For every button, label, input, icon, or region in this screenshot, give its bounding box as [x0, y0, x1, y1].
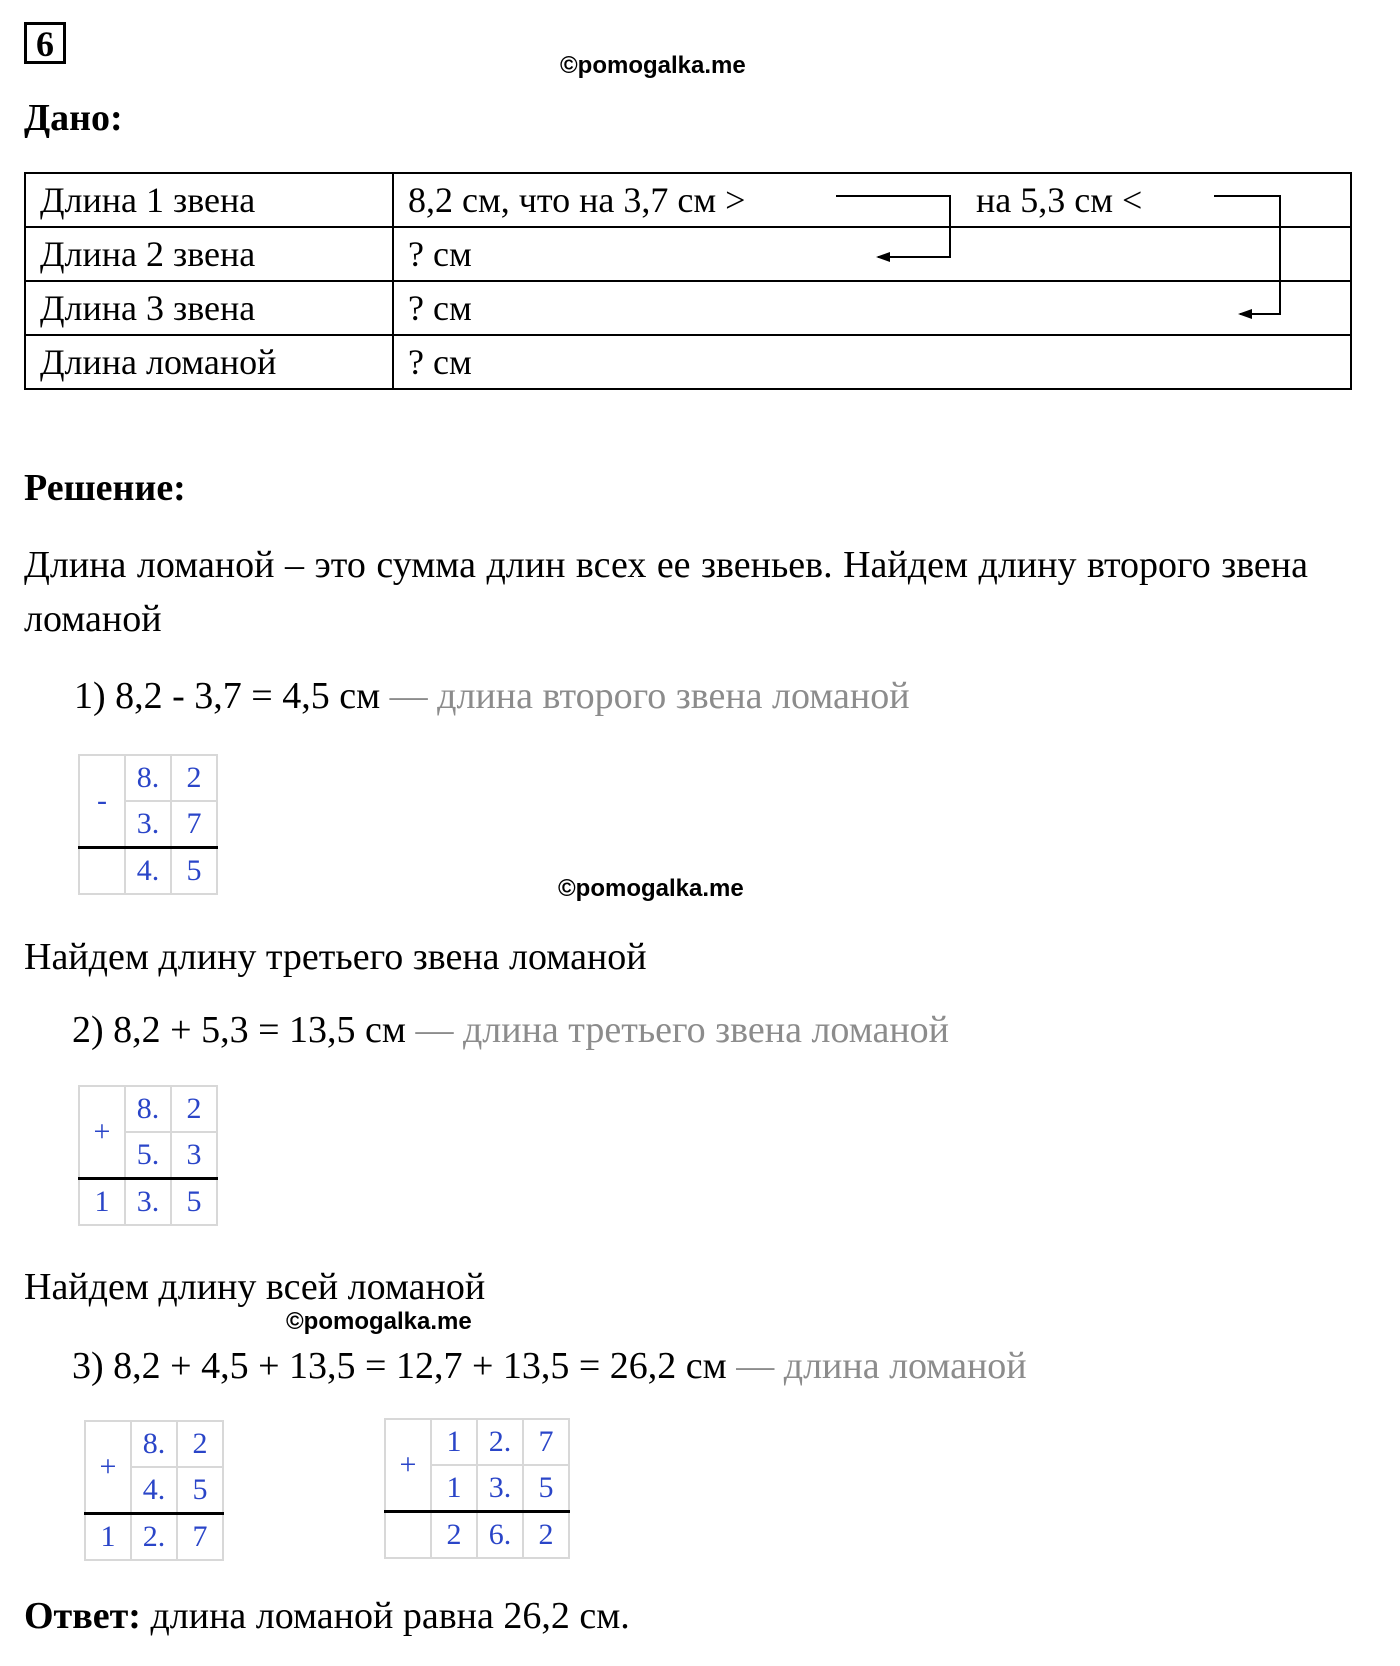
digit-cell: 2 — [171, 1086, 217, 1132]
given-row-value: ? см — [393, 227, 1351, 281]
digit-cell: 5 — [523, 1465, 569, 1512]
find-total: Найдем длину всей ломаной — [24, 1266, 486, 1308]
operation-sign: + — [79, 1086, 125, 1179]
watermark-top: ©pomogalka.me — [560, 52, 746, 79]
step-3-note: — длина ломаной — [736, 1345, 1027, 1387]
digit-cell: 6. — [477, 1512, 523, 1559]
given-row-value: ? см — [393, 335, 1351, 389]
digit-cell: 7 — [177, 1514, 223, 1561]
digit-cell: 3. — [125, 1179, 171, 1226]
digit-cell: 3. — [125, 801, 171, 848]
given-row-label: Длина 1 звена — [25, 173, 393, 227]
step-1 — [74, 674, 910, 718]
column-addition-1 — [78, 1085, 218, 1226]
column-addition-2 — [84, 1420, 224, 1561]
digit-cell: 5. — [125, 1132, 171, 1179]
step-3-expr: 3) 8,2 + 4,5 + 13,5 = 12,7 + 13,5 = 26,2 см — [72, 1345, 727, 1387]
digit-cell: 7 — [171, 801, 217, 848]
find-third-link: Найдем длину третьего звена ломаной — [24, 936, 647, 978]
digit-cell: 2. — [477, 1419, 523, 1465]
digit-cell: 2 — [177, 1421, 223, 1467]
arrow-to-link-2 — [836, 196, 950, 257]
given-row-label: Длина ломаной — [25, 335, 393, 389]
given-row-1-extra: на 5,3 см < — [976, 180, 1143, 220]
column-addition-3 — [384, 1418, 570, 1559]
digit-cell: 1 — [431, 1465, 477, 1512]
digit-cell: 5 — [177, 1467, 223, 1514]
step-1-note: — длина второго звена ломаной — [389, 675, 910, 717]
answer-text: длина ломаной равна 26,2 см. — [140, 1595, 630, 1637]
given-row-label: Длина 2 звена — [25, 227, 393, 281]
digit-cell: 1 — [79, 1179, 125, 1226]
digit-cell: 1 — [85, 1514, 131, 1561]
digit-cell: 2 — [171, 755, 217, 801]
answer-label: Ответ: — [24, 1595, 141, 1637]
digit-cell: 8. — [131, 1421, 177, 1467]
digit-cell — [385, 1512, 431, 1559]
step-2-expr: 2) 8,2 + 5,3 = 13,5 см — [72, 1009, 406, 1051]
step-3 — [72, 1344, 1027, 1388]
digit-cell: 5 — [171, 848, 217, 895]
watermark-middle: ©pomogalka.me — [558, 875, 744, 902]
digit-cell: 8. — [125, 1086, 171, 1132]
solution-heading: Решение: — [24, 467, 186, 509]
digit-cell: 2 — [523, 1512, 569, 1559]
given-row-value: ? см — [393, 281, 1351, 335]
digit-cell: 4. — [125, 848, 171, 895]
solution-intro: Длина ломаной – это сумма длин всех ее звеньев. Найдем длину второго звена ломаной — [24, 544, 1308, 640]
task-number: 6 — [24, 22, 66, 64]
operation-sign: - — [79, 755, 125, 848]
digit-cell: 5 — [171, 1179, 217, 1226]
digit-cell: 8. — [125, 755, 171, 801]
digit-cell: 7 — [523, 1419, 569, 1465]
digit-cell: 4. — [131, 1467, 177, 1514]
relation-arrows — [0, 0, 1400, 420]
operation-sign: + — [385, 1419, 431, 1512]
digit-cell: 3 — [171, 1132, 217, 1179]
column-subtraction-1 — [78, 754, 218, 895]
given-row-label: Длина 3 звена — [25, 281, 393, 335]
step-2-note: — длина третьего звена ломаной — [415, 1009, 950, 1051]
given-row-1-value: 8,2 см, что на 3,7 см > — [408, 180, 746, 220]
step-1-expr: 1) 8,2 - 3,7 = 4,5 см — [74, 675, 381, 717]
step-2 — [72, 1008, 949, 1052]
watermark-bottom: ©pomogalka.me — [286, 1308, 472, 1335]
operation-sign: + — [85, 1421, 131, 1514]
digit-cell: 1 — [431, 1419, 477, 1465]
digit-cell: 3. — [477, 1465, 523, 1512]
digit-cell — [79, 848, 125, 895]
given-heading: Дано: — [24, 97, 123, 139]
digit-cell: 2. — [131, 1514, 177, 1561]
digit-cell: 2 — [431, 1512, 477, 1559]
arrow-to-link-3 — [1214, 196, 1280, 314]
answer — [24, 1594, 630, 1638]
